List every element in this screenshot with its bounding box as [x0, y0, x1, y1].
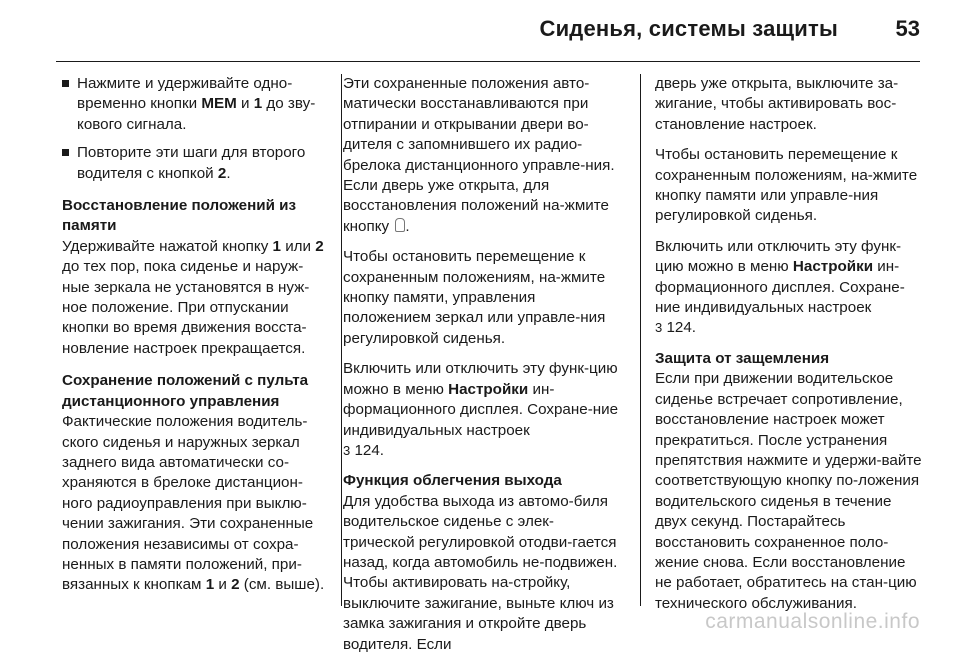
column-divider-1 — [341, 74, 342, 606]
page-title: Сиденья, системы защиты — [539, 16, 838, 41]
page-reference-icon: 3 — [655, 320, 663, 336]
page-reference-icon: 3 — [343, 442, 351, 458]
section-easy-exit: Функция облегчения выхода Для удобства выхода из автомо-биля водительское сиденье с элек-трической регулировкой отодви-гается назад, когда автомобиль не-подвижен. Чтобы активировать на-стройку, выключите зажигание, выньте ключ из замка зажигания и откройте дверь водителя. Если — [343, 471, 623, 655]
column-1 — [62, 74, 328, 608]
list-item: Повторите эти шаги для второго водителя с кнопкой 2. — [62, 143, 328, 184]
section-restore-memory: Восстановление положений из памяти Удерживайте нажатой кнопку 1 или 2 до тех пор, пока сиденье и наруж-ные зеркала не установятся в нуж-ное положение. При отпускании кнопки во время движения восста-новление настроек прекращается. — [62, 196, 328, 359]
page-header — [0, 0, 960, 62]
section-heading: Сохранение положений с пульта дистанционного управления — [62, 372, 309, 410]
section-heading: Защита от защемления — [655, 349, 830, 367]
paragraph: Включить или отключить эту функ-цию можно в меню Настройки ин-формационного дисплея. Сохране-ние индивидуальных настроек 3 124. — [655, 237, 905, 337]
section-remote-save: Сохранение положений с пульта дистанционного управления Фактические положения водитель-ского сиденья и наружных зеркал заднего вида автоматически со-храняются в брелоке дистанцион-ного радиоуправления при выклю-чении зажигания. Эти сохраненные положения независимы от сохра-ненных в памяти положений, при-вязанных к кнопкам 1 и 2 (см. выше). — [62, 371, 328, 595]
paragraph: дверь уже открыта, выключите за-жигание, чтобы активировать вос-становление настроек. — [655, 75, 899, 133]
section-anti-pinch: Защита от защемления Если при движении водительское сиденье встречает сопротивление, восстановление настроек может прекратиться. После устранения препятствия нажмите и удержи-вайте соответствующую кнопку по-ложения водительского сиденья в течение двух секунд. Постарайтесь восстановить сохраненное поло-жение снова. Если восстановление не работает, обратитесь на стан-цию технического обслуживания. — [655, 349, 925, 614]
page-number: 53 — [895, 16, 920, 41]
watermark: carmanualsonline.info — [705, 610, 920, 633]
section-heading: Восстановление положений из памяти — [62, 197, 297, 235]
section-heading: Функция облегчения выхода — [343, 472, 562, 490]
list-item: Нажмите и удерживайте одно-временно кнопки MEM и 1 до зву-кового сигнала. — [62, 74, 328, 135]
instruction-list — [62, 74, 328, 184]
column-divider-2 — [640, 74, 641, 606]
column-3 — [655, 74, 925, 626]
header-divider — [56, 61, 920, 62]
paragraph: Чтобы остановить перемещение к сохраненным положениям, на-жмите кнопку памяти, управления положением зеркал или управле-ния регулировкой сиденья. — [343, 248, 606, 347]
paragraph: Эти сохраненные положения авто-матически восстанавливаются при отпирании и открывании двери во-дителя с запомнившего их радио-брелока дистанционного управле-ния. Если дверь уже открыта, для восстановления положений на-жмите кнопку . — [343, 75, 615, 235]
paragraph: Включить или отключить эту функ-цию можно в меню Настройки ин-формационного дисплея. Сохране-ние индивидуальных настроек 3 124. — [343, 360, 619, 459]
column-2 — [343, 74, 623, 667]
paragraph: Чтобы остановить перемещение к сохраненным положениям, на-жмите кнопку памяти или управле-ния регулировкой сиденья. — [655, 146, 918, 225]
key-fob-icon — [395, 218, 405, 232]
